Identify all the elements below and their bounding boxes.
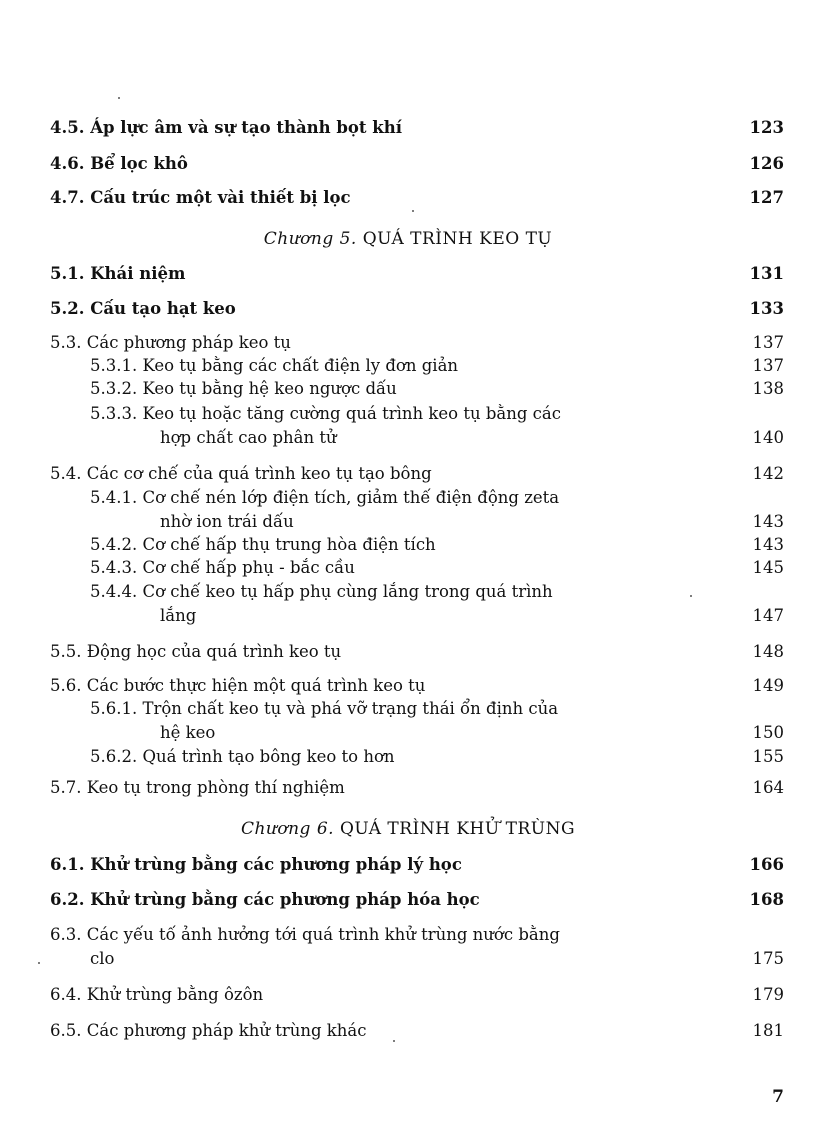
toc-entry-title: 5.1. Khái niệm (50, 264, 186, 283)
toc-entry[interactable] (0, 888, 816, 912)
toc-entry-title: 5.5. Động học của quá trình keo tụ (50, 642, 342, 661)
toc-entry[interactable] (0, 745, 816, 769)
toc-entry[interactable] (0, 510, 816, 534)
toc-entry[interactable] (0, 486, 816, 510)
toc-entry-page: 140 (752, 428, 784, 447)
toc-entry-page: 175 (752, 949, 784, 968)
toc-entry-title: 6.5. Các phương pháp khử trùng khác (50, 1021, 367, 1040)
toc-entry-page: 147 (752, 606, 784, 625)
toc-entry-page: 145 (752, 558, 784, 577)
toc-entry-page: 166 (749, 855, 784, 874)
toc-entry-page: 142 (752, 464, 784, 483)
toc-entry-page: 143 (752, 512, 784, 531)
toc-entry-page: 143 (752, 535, 784, 554)
toc-entry[interactable] (0, 853, 816, 877)
toc-entry-title: 4.5. Áp lực âm và sự tạo thành bọt khí (50, 118, 402, 137)
scan-speck (412, 210, 414, 212)
toc-entry-page: 164 (752, 778, 784, 797)
toc-entry-title: 5.2. Cấu tạo hạt keo (50, 299, 236, 318)
toc-entry[interactable] (0, 186, 816, 210)
toc-entry-title: 6.1. Khử trùng bằng các phương pháp lý học (50, 855, 462, 874)
toc-entry-title: clo (90, 949, 115, 968)
toc-entry-title: 4.6. Bể lọc khô (50, 154, 188, 173)
toc-entry-title: 6.4. Khử trùng bằng ôzôn (50, 985, 264, 1004)
toc-entry-title: 5.4.4. Cơ chế keo tụ hấp phụ cùng lắng trong quá trình (90, 582, 553, 601)
toc-entry-title: lắng (160, 606, 197, 625)
toc-entry[interactable] (0, 377, 816, 401)
toc-entry[interactable] (0, 426, 816, 450)
toc-entry-page: 126 (749, 154, 784, 173)
chapter-heading (0, 816, 816, 842)
toc-entry[interactable] (0, 721, 816, 745)
toc-entry[interactable] (0, 331, 816, 355)
toc-entry-title: 5.4.1. Cơ chế nén lớp điện tích, giảm thế điện động zeta (90, 488, 560, 507)
toc-entry[interactable] (0, 776, 816, 800)
toc-entry-page: 181 (752, 1021, 784, 1040)
toc-entry-title: 5.7. Keo tụ trong phòng thí nghiệm (50, 778, 345, 797)
toc-entry-title: hệ keo (160, 723, 216, 742)
toc-entry-title: 5.4. Các cơ chế của quá trình keo tụ tạo bông (50, 464, 432, 483)
toc-entry[interactable] (0, 697, 816, 721)
scan-speck (118, 97, 120, 99)
chapter-label: Chương 6. (240, 819, 335, 839)
toc-entry[interactable] (0, 640, 816, 664)
toc-entry-page: 127 (749, 188, 784, 207)
toc-entry-title: 5.3.1. Keo tụ bằng các chất điện ly đơn giản (90, 356, 459, 375)
chapter-title: QUÁ TRÌNH KEO TỤ (362, 229, 553, 249)
toc-entry-page: 155 (752, 747, 784, 766)
toc-entry[interactable] (0, 556, 816, 580)
toc-entry-page: 137 (752, 333, 784, 352)
toc-entry[interactable] (0, 580, 816, 604)
toc-entry-title: 5.3. Các phương pháp keo tụ (50, 333, 291, 352)
toc-entry[interactable] (0, 923, 816, 947)
toc-entry[interactable] (0, 947, 816, 971)
toc-entry-title: nhờ ion trái dấu (160, 512, 294, 531)
toc-entry[interactable] (0, 462, 816, 486)
toc-entry[interactable] (0, 262, 816, 286)
toc-entry[interactable] (0, 402, 816, 426)
toc-entry-title: 5.3.3. Keo tụ hoặc tăng cường quá trình keo tụ bằng các (90, 404, 561, 423)
toc-entry-page: 149 (752, 676, 784, 695)
chapter-label: Chương 5. (263, 229, 357, 249)
toc-entry-title: 4.7. Cấu trúc một vài thiết bị lọc (50, 188, 351, 207)
toc-entry[interactable] (0, 354, 816, 378)
toc-entry-page: 133 (749, 299, 784, 318)
toc-entry-page: 148 (752, 642, 784, 661)
toc-entry-title: 5.6. Các bước thực hiện một quá trình keo tụ (50, 676, 426, 695)
toc-entry-title: 5.3.2. Keo tụ bằng hệ keo ngược dấu (90, 379, 397, 398)
toc-entry[interactable] (0, 297, 816, 321)
chapter-heading (0, 226, 816, 252)
toc-entry-page: 138 (752, 379, 784, 398)
toc-entry[interactable] (0, 674, 816, 698)
toc-entry-title: 5.6.2. Quá trình tạo bông keo to hơn (90, 747, 395, 766)
toc-entry-page: 179 (752, 985, 784, 1004)
toc-entry[interactable] (0, 533, 816, 557)
toc-entry-title: 6.2. Khử trùng bằng các phương pháp hóa học (50, 890, 480, 909)
toc-entry-title: 5.4.2. Cơ chế hấp thụ trung hòa điện tích (90, 535, 436, 554)
toc-entry-title: 6.3. Các yếu tố ảnh hưởng tới quá trình khử trùng nước bằng (50, 925, 560, 944)
page-number: 7 (772, 1087, 784, 1107)
toc-entry-page: 150 (752, 723, 784, 742)
toc-entry[interactable] (0, 152, 816, 176)
toc-entry-page: 137 (752, 356, 784, 375)
toc-entry[interactable] (0, 604, 816, 628)
chapter-title: QUÁ TRÌNH KHỬ TRÙNG (339, 819, 576, 839)
toc-entry-page: 168 (749, 890, 784, 909)
toc-entry-page: 123 (749, 118, 784, 137)
toc-entry[interactable] (0, 116, 816, 140)
toc-entry[interactable] (0, 1019, 816, 1043)
toc-entry-page: 131 (749, 264, 784, 283)
toc-entry-title: 5.6.1. Trộn chất keo tụ và phá vỡ trạng thái ổn định của (90, 699, 559, 718)
toc-entry-title: hợp chất cao phân tử (160, 428, 337, 447)
toc-entry-title: 5.4.3. Cơ chế hấp phụ - bắc cầu (90, 558, 355, 577)
toc-entry[interactable] (0, 983, 816, 1007)
